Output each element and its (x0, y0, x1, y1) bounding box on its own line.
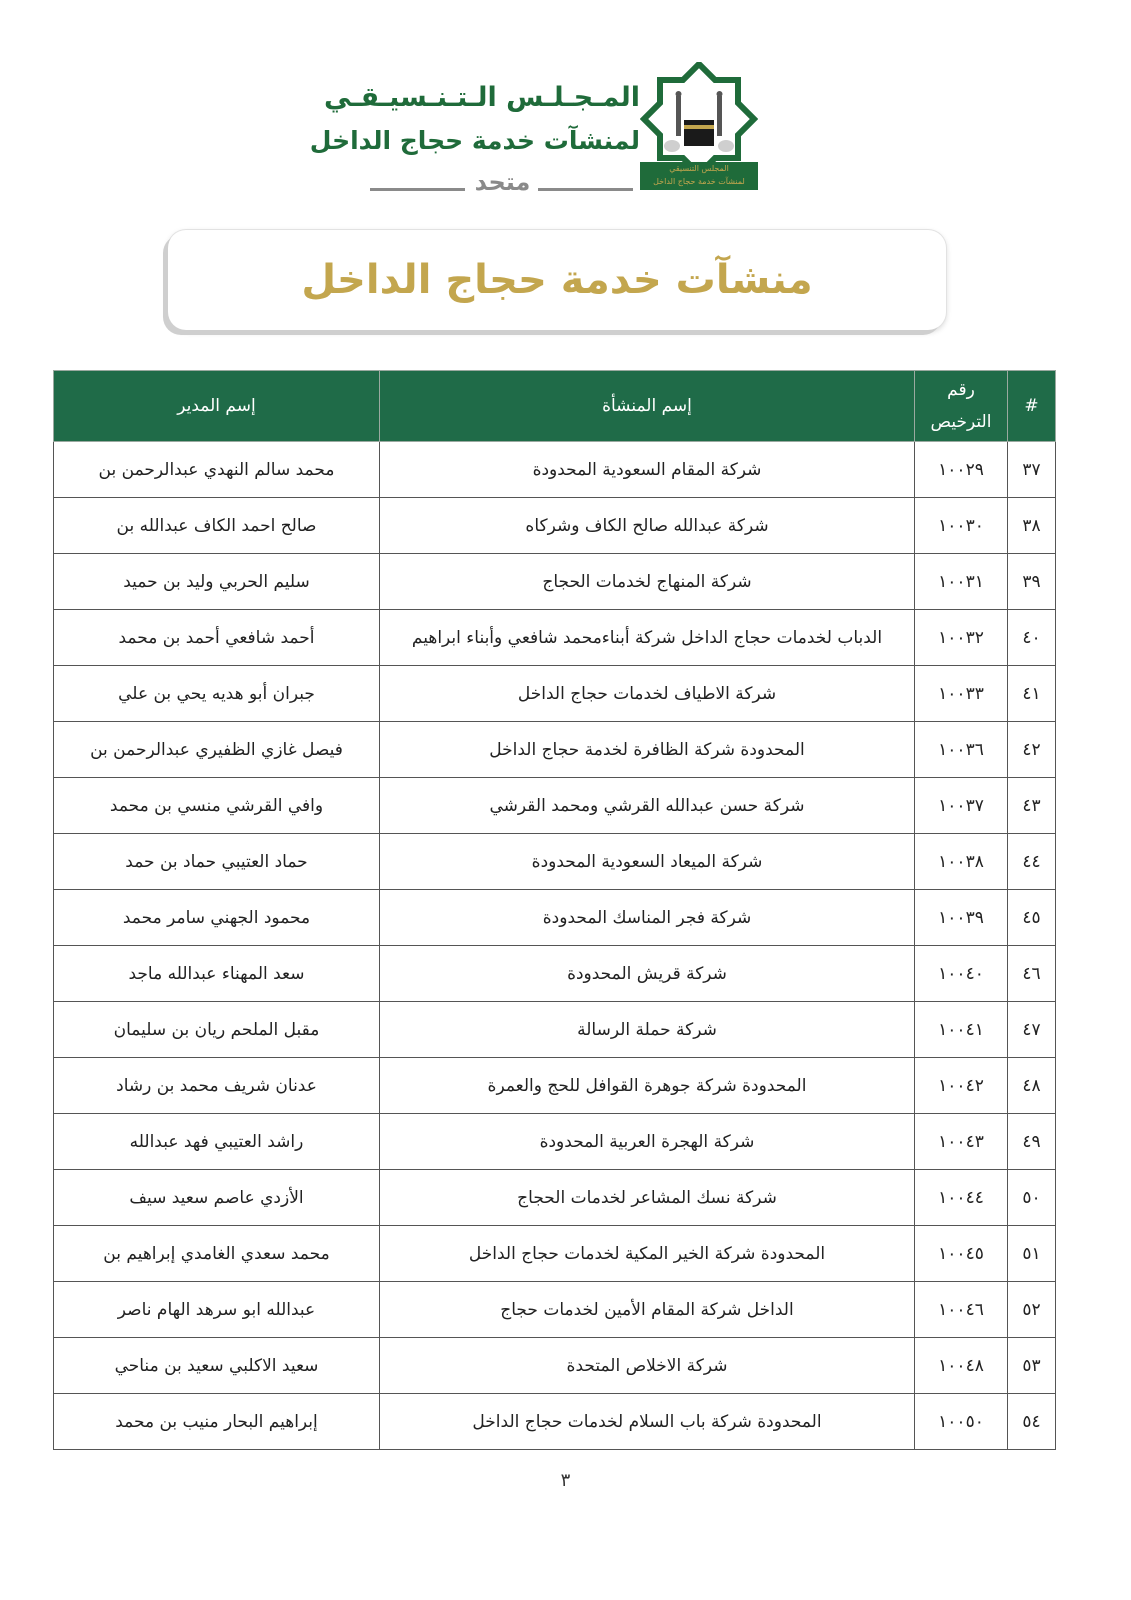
row-facility: شركة الاطياف لخدمات حجاج الداخل (380, 666, 915, 722)
title-box (168, 230, 946, 330)
row-license: ١٠٠٣٣ (915, 666, 1008, 722)
row-manager: فيصل غازي الظفيري عبدالرحمن بن (54, 722, 380, 778)
row-manager: أحمد شافعي أحمد بن محمد (54, 610, 380, 666)
emblem-caption (640, 162, 758, 190)
row-number: ٥٣ (1008, 1338, 1056, 1394)
emblem-caption-line2: لمنشآت خدمة حجاج الداخل (653, 177, 745, 186)
row-manager: محمد سعدي الغامدي إبراهيم بن (54, 1226, 380, 1282)
tagline-rule-right (538, 188, 633, 191)
row-facility: شركة المنهاج لخدمات الحجاج (380, 554, 915, 610)
table-row (54, 1394, 1056, 1450)
row-license: ١٠٠٥٠ (915, 1394, 1008, 1450)
row-number: ٤١ (1008, 666, 1056, 722)
row-number: ٤٢ (1008, 722, 1056, 778)
tagline-rule-left (370, 188, 465, 191)
row-manager: سعد المهناء عبدالله ماجد (54, 946, 380, 1002)
row-license: ١٠٠٣٩ (915, 890, 1008, 946)
row-facility: شركة حسن عبدالله القرشي ومحمد القرشي (380, 778, 915, 834)
table-row (54, 1058, 1056, 1114)
tagline-word: متحد (474, 168, 531, 196)
row-facility: شركة نسك المشاعر لخدمات الحجاج (380, 1170, 915, 1226)
table-row (54, 666, 1056, 722)
row-facility: شركة المقام السعودية المحدودة (380, 442, 915, 498)
table-row (54, 946, 1056, 1002)
row-number: ٤٣ (1008, 778, 1056, 834)
row-facility: المحدودة شركة الخير المكية لخدمات حجاج الداخل (380, 1226, 915, 1282)
table-row (54, 778, 1056, 834)
row-facility: الدباب لخدمات حجاج الداخل شركة أبناءمحمد شافعي وأبناء ابراهيم (380, 610, 915, 666)
row-license: ١٠٠٣٢ (915, 610, 1008, 666)
row-license: ١٠٠٣٧ (915, 778, 1008, 834)
table-row (54, 1002, 1056, 1058)
row-manager: سليم الحربي وليد بن حميد (54, 554, 380, 610)
row-facility: المحدودة شركة جوهرة القوافل للحج والعمرة (380, 1058, 915, 1114)
row-facility: شركة الميعاد السعودية المحدودة (380, 834, 915, 890)
row-number: ٥١ (1008, 1226, 1056, 1282)
row-license: ١٠٠٣١ (915, 554, 1008, 610)
row-number: ٣٩ (1008, 554, 1056, 610)
page-title: منشآت خدمة حجاج الداخل (301, 257, 813, 303)
row-license: ١٠٠٣٨ (915, 834, 1008, 890)
row-number: ٤٧ (1008, 1002, 1056, 1058)
row-license: ١٠٠٤٦ (915, 1282, 1008, 1338)
org-name-line1: المـجـلـس الـتـنـسيـقـي (323, 82, 640, 113)
row-number: ٤٤ (1008, 834, 1056, 890)
row-license: ١٠٠٢٩ (915, 442, 1008, 498)
row-manager: جبران أبو هديه يحي بن علي (54, 666, 380, 722)
table-row (54, 1338, 1056, 1394)
org-tagline (360, 168, 640, 198)
row-number: ٤٩ (1008, 1114, 1056, 1170)
row-manager: عدنان شريف محمد بن رشاد (54, 1058, 380, 1114)
row-number: ٤٦ (1008, 946, 1056, 1002)
row-facility: شركة حملة الرسالة (380, 1002, 915, 1058)
row-number: ٣٨ (1008, 498, 1056, 554)
table-row (54, 834, 1056, 890)
row-number: ٣٧ (1008, 442, 1056, 498)
row-number: ٥٢ (1008, 1282, 1056, 1338)
row-license: ١٠٠٤٣ (915, 1114, 1008, 1170)
header-license-line2: الترخيص (930, 412, 992, 432)
row-manager: محمد سالم النهدي عبدالرحمن بن (54, 442, 380, 498)
table-body (54, 442, 1056, 1450)
row-manager: إبراهيم البحار منيب بن محمد (54, 1394, 380, 1450)
table-row (54, 1226, 1056, 1282)
table-row (54, 442, 1056, 498)
row-manager: وافي القرشي منسي بن محمد (54, 778, 380, 834)
header-manager: إسم المدير (54, 371, 380, 442)
table-row (54, 554, 1056, 610)
row-number: ٤٥ (1008, 890, 1056, 946)
row-facility: المحدودة شركة الظافرة لخدمة حجاج الداخل (380, 722, 915, 778)
row-manager: محمود الجهني سامر محمد (54, 890, 380, 946)
row-license: ١٠٠٤٠ (915, 946, 1008, 1002)
header-number: # (1008, 371, 1056, 442)
row-manager: راشد العتيبي فهد عبدالله (54, 1114, 380, 1170)
facilities-table (53, 370, 1056, 1450)
row-manager: حماد العتيبي حماد بن حمد (54, 834, 380, 890)
row-facility: شركة الهجرة العربية المحدودة (380, 1114, 915, 1170)
row-manager: صالح احمد الكاف عبدالله بن (54, 498, 380, 554)
row-number: ٤٠ (1008, 610, 1056, 666)
row-license: ١٠٠٤١ (915, 1002, 1008, 1058)
table-row (54, 498, 1056, 554)
row-number: ٥٠ (1008, 1170, 1056, 1226)
row-license: ١٠٠٤٨ (915, 1338, 1008, 1394)
row-manager: سعيد الاكلبي سعيد بن مناحي (54, 1338, 380, 1394)
table-row (54, 890, 1056, 946)
row-number: ٤٨ (1008, 1058, 1056, 1114)
row-facility: المحدودة شركة باب السلام لخدمات حجاج الداخل (380, 1394, 915, 1450)
row-license: ١٠٠٤٢ (915, 1058, 1008, 1114)
table-row (54, 610, 1056, 666)
row-manager: عبدالله ابو سرهد الهام ناصر (54, 1282, 380, 1338)
row-manager: الأزدي عاصم سعيد سيف (54, 1170, 380, 1226)
header-facility: إسم المنشأة (380, 371, 915, 442)
table-row (54, 722, 1056, 778)
table-row (54, 1114, 1056, 1170)
row-license: ١٠٠٣٦ (915, 722, 1008, 778)
header-license (915, 371, 1008, 442)
row-license: ١٠٠٣٠ (915, 498, 1008, 554)
row-manager: مقبل الملحم ريان بن سليمان (54, 1002, 380, 1058)
org-name-line2: لمنشآت خدمة حجاج الداخل (309, 126, 640, 155)
table-row (54, 1170, 1056, 1226)
header-license-line1: رقم (947, 380, 975, 400)
row-facility: شركة فجر المناسك المحدودة (380, 890, 915, 946)
page-number: ٣ (560, 1470, 571, 1491)
row-facility: شركة الاخلاص المتحدة (380, 1338, 915, 1394)
row-facility: شركة قريش المحدودة (380, 946, 915, 1002)
table-row (54, 1282, 1056, 1338)
row-license: ١٠٠٤٥ (915, 1226, 1008, 1282)
row-number: ٥٤ (1008, 1394, 1056, 1450)
row-facility: شركة عبدالله صالح الكاف وشركاه (380, 498, 915, 554)
row-license: ١٠٠٤٤ (915, 1170, 1008, 1226)
row-facility: الداخل شركة المقام الأمين لخدمات حجاج (380, 1282, 915, 1338)
emblem-caption-line1: المجلس التنسيقي (669, 164, 729, 173)
table-header-row (54, 371, 1056, 442)
